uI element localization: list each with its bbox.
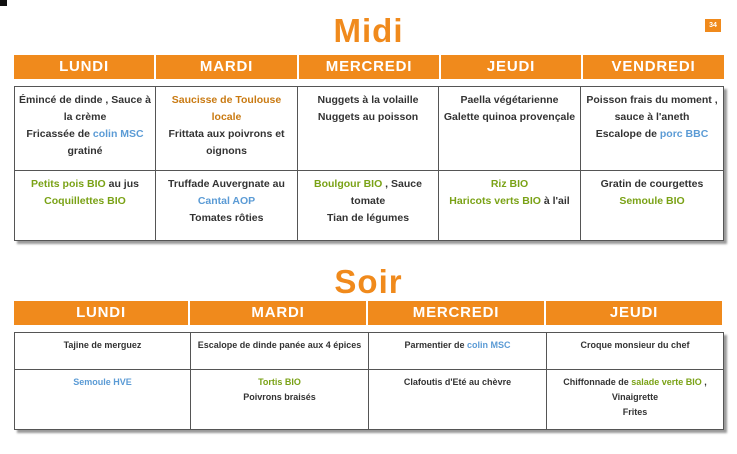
midi-cell-mardi-row2 xyxy=(156,171,298,240)
menu-item-text: Fricassée de xyxy=(26,128,93,140)
menu-item-text: Poisson frais du moment , sauce à l'aneth xyxy=(586,94,718,123)
midi-header-vendredi: VENDREDI xyxy=(583,55,724,79)
midi-menu-table xyxy=(14,86,724,241)
midi-cell-jeudi-row1 xyxy=(439,87,581,171)
menu-item-text: Haricots verts BIO xyxy=(449,195,541,207)
midi-cell-lundi-row2 xyxy=(15,171,156,240)
menu-item xyxy=(442,109,577,126)
soir-header-mardi: MARDI xyxy=(190,301,368,325)
menu-item-text: Coquillettes BIO xyxy=(44,195,126,207)
menu-item xyxy=(18,92,152,126)
menu-item-text: , xyxy=(701,377,707,387)
menu-item xyxy=(194,375,365,390)
menu-item-text: Tomates rôties xyxy=(189,212,264,224)
menu-item-text: au jus xyxy=(105,178,139,190)
menu-item xyxy=(301,109,435,126)
menu-item xyxy=(159,210,294,227)
menu-item-text: colin MSC xyxy=(92,128,144,140)
menu-item xyxy=(442,193,577,210)
menu-item xyxy=(584,92,720,126)
midi-header-jeudi: JEUDI xyxy=(441,55,583,79)
soir-cell-jeudi-row2 xyxy=(547,370,723,429)
menu-item-text: Frites xyxy=(622,407,648,417)
menu-item-text: Tajine de merguez xyxy=(63,340,142,350)
menu-item-text: salade verte BIO xyxy=(631,377,702,387)
menu-item xyxy=(584,193,720,210)
midi-header-lundi: LUNDI xyxy=(14,55,156,79)
midi-cell-vendredi-row2 xyxy=(581,171,723,240)
soir-cell-lundi-row2 xyxy=(15,370,191,429)
menu-item-text: Frittata aux poivrons et oignons xyxy=(168,128,285,157)
corner-mark xyxy=(0,0,7,6)
menu-item-text: Saucisse de Toulouse locale xyxy=(171,94,282,123)
menu-item-text: Truffade Auvergnate au xyxy=(168,178,285,190)
menu-item-text: Petits pois BIO xyxy=(31,178,106,190)
menu-item xyxy=(372,338,543,353)
menu-item-text: Émincé de dinde , Sauce à la crème xyxy=(19,94,151,123)
midi-cell-mercredi-row1 xyxy=(298,87,439,171)
menu-item-text: Escalope de xyxy=(595,128,660,140)
soir-header-jeudi: JEUDI xyxy=(546,301,722,325)
menu-item xyxy=(550,405,720,420)
soir-cell-mercredi-row1 xyxy=(369,333,547,370)
menu-item-text: Tortis BIO xyxy=(258,377,301,387)
midi-cell-lundi-row1 xyxy=(15,87,156,171)
menu-item-text: Semoule HVE xyxy=(73,377,132,387)
midi-cell-vendredi-row1 xyxy=(581,87,723,171)
menu-item xyxy=(442,92,577,109)
menu-item-text: Semoule BIO xyxy=(619,195,685,207)
menu-item xyxy=(301,210,435,227)
menu-item xyxy=(584,126,720,143)
menu-item-text: Croque monsieur du chef xyxy=(580,340,690,350)
menu-item xyxy=(159,126,294,160)
soir-cell-lundi-row1 xyxy=(15,333,191,370)
menu-item xyxy=(442,176,577,193)
menu-item xyxy=(550,338,720,353)
midi-cell-mercredi-row2 xyxy=(298,171,439,240)
menu-item-text: Gratin de courgettes xyxy=(600,178,704,190)
midi-day-headers xyxy=(14,55,724,79)
menu-item xyxy=(159,176,294,210)
menu-item xyxy=(18,193,152,210)
menu-item-text: Chiffonnade de xyxy=(563,377,632,387)
menu-item-text: Galette quinoa provençale xyxy=(443,111,576,123)
menu-item xyxy=(301,92,435,109)
menu-item xyxy=(18,338,187,353)
menu-item-text: Clafoutis d'Eté au chèvre xyxy=(403,377,512,387)
menu-item xyxy=(194,390,365,405)
menu-item-text: porc BBC xyxy=(659,128,709,140)
menu-item xyxy=(550,390,720,405)
menu-item-text: Nuggets à la volaille xyxy=(317,94,419,106)
menu-item-text: Riz BIO xyxy=(490,178,529,190)
menu-item-text: Nuggets au poisson xyxy=(317,111,419,123)
menu-item xyxy=(372,375,543,390)
page-number-badge: 34 xyxy=(705,19,721,32)
menu-item-text: Parmentier de xyxy=(404,340,467,350)
midi-header-mardi: MARDI xyxy=(156,55,299,79)
menu-item xyxy=(18,176,152,193)
menu-item-text: gratiné xyxy=(67,145,103,157)
menu-item-text: Cantal AOP xyxy=(197,195,256,207)
midi-cell-mardi-row1 xyxy=(156,87,298,171)
menu-item xyxy=(550,375,720,390)
soir-day-headers xyxy=(14,301,722,325)
menu-item xyxy=(18,126,152,160)
soir-cell-mardi-row2 xyxy=(191,370,369,429)
soir-cell-mardi-row1 xyxy=(191,333,369,370)
menu-item-text: , Sauce tomate xyxy=(350,178,422,207)
menu-item xyxy=(584,176,720,193)
menu-item-text: à l'ail xyxy=(540,195,570,207)
menu-item-text: Boulgour BIO xyxy=(314,178,383,190)
soir-menu-table xyxy=(14,332,724,430)
soir-cell-jeudi-row1 xyxy=(547,333,723,370)
menu-item-text: Escalope de dinde panée aux 4 épices xyxy=(197,340,362,350)
menu-item-text: Paella végétarienne xyxy=(460,94,559,106)
midi-header-mercredi: MERCREDI xyxy=(299,55,441,79)
menu-item-text: Poivrons braisés xyxy=(243,392,316,402)
midi-cell-jeudi-row2 xyxy=(439,171,581,240)
section-title-midi: Midi xyxy=(333,12,404,49)
menu-item-text: colin MSC xyxy=(467,340,511,350)
menu-item-text: Vinaigrette xyxy=(611,392,659,402)
soir-header-lundi: LUNDI xyxy=(14,301,190,325)
soir-cell-mercredi-row2 xyxy=(369,370,547,429)
soir-header-mercredi: MERCREDI xyxy=(368,301,546,325)
menu-item xyxy=(18,375,187,390)
section-title-soir: Soir xyxy=(334,263,403,300)
menu-item xyxy=(194,338,365,353)
menu-item xyxy=(159,92,294,126)
menu-item xyxy=(301,176,435,210)
menu-item-text: Tian de légumes xyxy=(326,212,410,224)
